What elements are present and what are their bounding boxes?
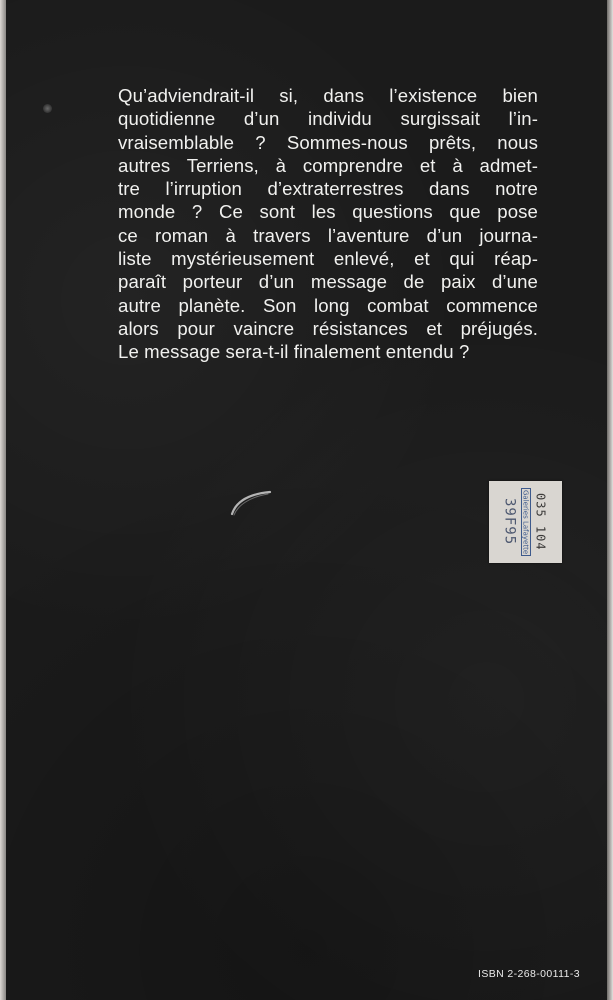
blurb-line: Qu’adviendrait-il si, dans l’existence bien: [118, 85, 538, 106]
blurb-line: autres Terriens, à comprendre et à admet-: [118, 154, 538, 176]
blurb-line: alors pour vaincre résistances et préjugés.: [118, 317, 538, 339]
sticker-code: 035 104: [533, 493, 548, 551]
blurb-line: vraisemblable ? Sommes-nous prêts, nous: [118, 131, 538, 153]
blurb-line: monde ? Ce sont les questions que pose: [118, 201, 538, 223]
sticker-price: 39F95: [501, 498, 518, 546]
blurb-line: paraît porteur d’un message de paix d’une: [118, 271, 538, 293]
blurb-line: autre planète. Son long combat commence: [118, 294, 538, 316]
blurb-line: quotidienne d’un individu surgissait l’in-: [118, 108, 538, 130]
blurb-line: ce roman à travers l’aventure d’un journa-: [118, 224, 538, 246]
sticker-store-name: Galeries Lafayette: [521, 489, 530, 555]
blurb-line: liste mystérieusement enlevé, et qui réap-: [118, 248, 538, 270]
blurb-line: tre l’irruption d’extraterrestres dans notre: [118, 178, 538, 200]
blurb-paragraph: [118, 84, 538, 364]
blurb-line: Le message sera-t-il finalement entendu ?: [118, 341, 470, 363]
price-sticker: [489, 481, 562, 563]
isbn-number: ISBN 2-268-00111-3: [478, 968, 580, 980]
scuff-mark: [228, 488, 274, 518]
cover-blemish: [43, 104, 52, 113]
book-edge-right: [607, 0, 613, 1000]
